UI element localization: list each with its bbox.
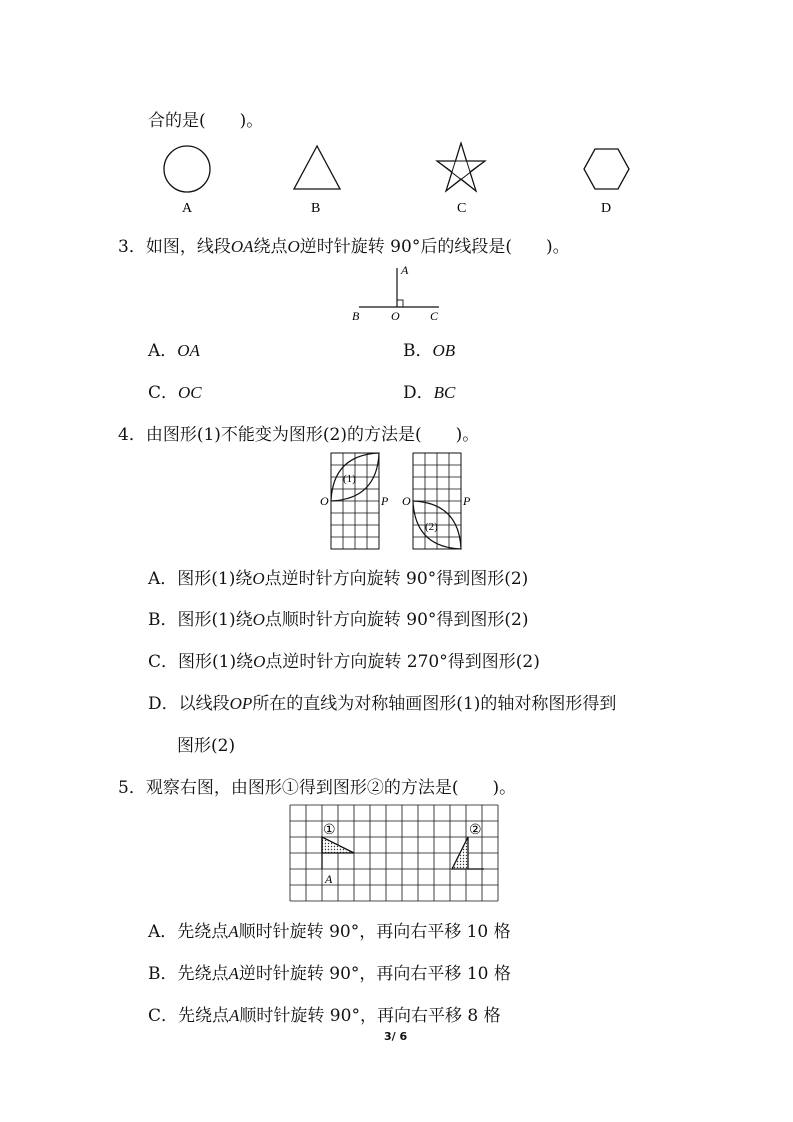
q3-option-b: B．OB	[403, 341, 456, 361]
q4-option-d-line2: 图形(2)	[177, 736, 236, 756]
q4-option-b: B．图形(1)绕O点顺时针方向旋转 90°得到图形(2)	[148, 610, 529, 630]
q2-tail-text: 合的是( )。	[148, 111, 264, 131]
q3-label-o: O	[391, 309, 400, 323]
q3-label-c: C	[430, 309, 439, 323]
q3-question: 3．如图，线段OA绕点O逆时针旋转 90°后的线段是( )。	[118, 237, 570, 257]
q5-label-2: ②	[469, 823, 482, 838]
q4-question: 4．由图形(1)不能变为图形(2)的方法是( )。	[118, 425, 480, 445]
q5-label-a: A	[325, 872, 333, 886]
q5-option-a: A．先绕点A顺时针旋转 90°，再向右平移 10 格	[148, 922, 511, 942]
circle-shape	[164, 146, 210, 192]
q4-grid-left	[320, 453, 389, 549]
q2-label-c: C	[457, 201, 467, 216]
q4-label-o-left: O	[320, 494, 329, 508]
triangle-shape	[294, 146, 340, 189]
q5-option-c: C．先绕点A顺时针旋转 90°，再向右平移 8 格	[148, 1006, 501, 1026]
q3-label-b: B	[352, 309, 360, 323]
star-inner-lines	[437, 143, 485, 191]
q2-shapes	[0, 140, 793, 220]
q3-label-a: A	[401, 263, 409, 277]
q2-label-b: B	[311, 201, 321, 216]
q3-figure	[350, 262, 450, 322]
q4-figure	[315, 452, 495, 552]
page-number: 3/ 6	[384, 1030, 408, 1043]
q3-option-c: C．OC	[148, 383, 202, 403]
q5-figure	[288, 803, 508, 903]
hexagon-shape	[584, 149, 629, 189]
q2-label-a: A	[182, 201, 193, 216]
q5-label-1: ①	[323, 823, 336, 838]
q4-fig1-label: (1)	[343, 473, 356, 485]
q4-label-p-right: P	[463, 494, 471, 508]
q4-label-p-left: P	[381, 494, 389, 508]
q4-fig2-label: (2)	[425, 521, 438, 533]
q5-option-b: B．先绕点A逆时针旋转 90°，再向右平移 10 格	[148, 964, 511, 984]
q2-label-d: D	[601, 201, 612, 216]
q3-option-d: D．BC	[403, 383, 456, 403]
q4-option-a: A．图形(1)绕O点逆时针方向旋转 90°得到图形(2)	[148, 569, 529, 589]
q4-label-o-right: O	[402, 494, 411, 508]
q4-grid-right	[402, 453, 471, 549]
q5-question: 5．观察右图，由图形①得到图形②的方法是( )。	[118, 778, 517, 798]
q4-option-c: C．图形(1)绕O点逆时针方向旋转 270°得到图形(2)	[148, 652, 540, 672]
q3-option-a: A．OA	[148, 341, 200, 361]
q4-option-d: D．以线段OP所在的直线为对称轴画图形(1)的轴对称图形得到	[148, 694, 617, 714]
